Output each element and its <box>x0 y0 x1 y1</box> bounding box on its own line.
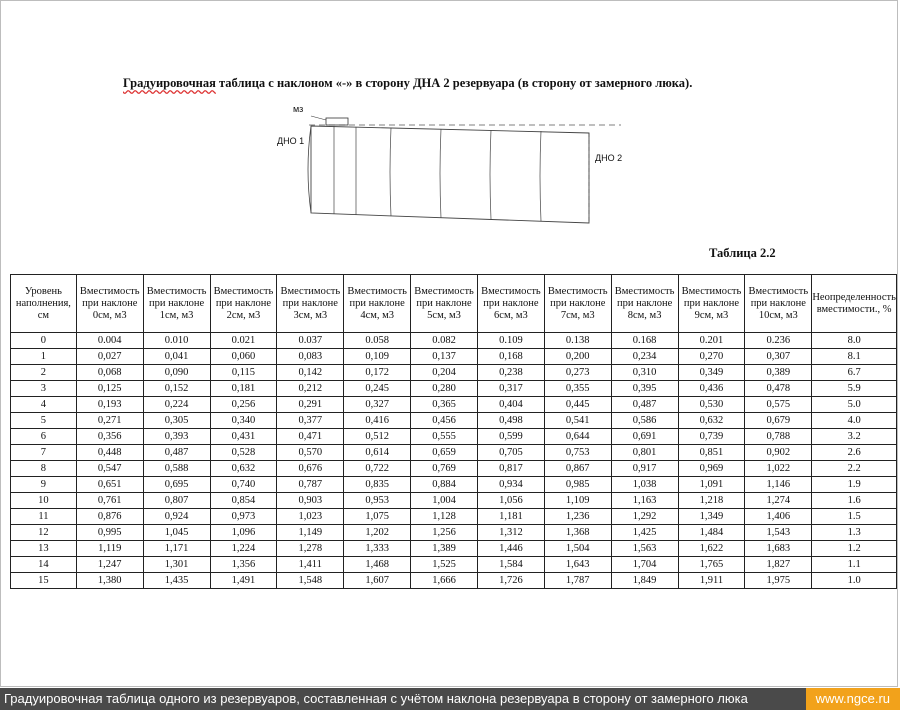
measuring-hatch <box>326 118 348 125</box>
table-cell: 0,807 <box>143 493 210 509</box>
table-cell: 0,530 <box>678 397 745 413</box>
table-cell: 0.236 <box>745 333 812 349</box>
table-cell: 1,548 <box>277 573 344 589</box>
table-cell: 0,193 <box>76 397 143 413</box>
table-cell: 0,528 <box>210 445 277 461</box>
table-cell: 1,236 <box>544 509 611 525</box>
table-cell: 1,704 <box>611 557 678 573</box>
table-cell: 0,168 <box>477 349 544 365</box>
table-cell: 1,584 <box>477 557 544 573</box>
table-cell: 0,234 <box>611 349 678 365</box>
table-cell: 0,547 <box>76 461 143 477</box>
table-cell: 0,356 <box>76 429 143 445</box>
table-cell: 0,632 <box>678 413 745 429</box>
table-cell: 1,149 <box>277 525 344 541</box>
table-cell: 0,835 <box>344 477 411 493</box>
table-cell: 0,753 <box>544 445 611 461</box>
table-cell: 0,555 <box>411 429 478 445</box>
bottom-1-end <box>308 126 311 213</box>
table-cell: 0,851 <box>678 445 745 461</box>
table-cell: 1,643 <box>544 557 611 573</box>
table-cell: 1,435 <box>143 573 210 589</box>
table-row <box>11 429 897 445</box>
table-cell: 0,570 <box>277 445 344 461</box>
table-cell: 0.138 <box>544 333 611 349</box>
table-cell: 0,068 <box>76 365 143 381</box>
table-cell: 3.2 <box>812 429 897 445</box>
table-cell: 0,389 <box>745 365 812 381</box>
table-cell: 0,902 <box>745 445 812 461</box>
table-cell: 0,041 <box>143 349 210 365</box>
table-cell: 0.082 <box>411 333 478 349</box>
table-cell: 1.0 <box>812 573 897 589</box>
table-cell: 1,406 <box>745 509 812 525</box>
table-cell: 11 <box>11 509 77 525</box>
table-cell: 0,060 <box>210 349 277 365</box>
header-capacity: Вместимость при наклоне 9см, м3 <box>678 275 745 333</box>
table-cell: 1,666 <box>411 573 478 589</box>
table-cell: 0,761 <box>76 493 143 509</box>
table-cell: 1,163 <box>611 493 678 509</box>
table-row <box>11 525 897 541</box>
table-cell: 1,128 <box>411 509 478 525</box>
table-cell: 0,659 <box>411 445 478 461</box>
header-capacity: Вместимость при наклоне 4см, м3 <box>344 275 411 333</box>
table-cell: 0,271 <box>76 413 143 429</box>
table-cell: 1,119 <box>76 541 143 557</box>
table-cell: 1.5 <box>812 509 897 525</box>
table-cell: 1,356 <box>210 557 277 573</box>
table-cell: 1,181 <box>477 509 544 525</box>
table-cell: 0.021 <box>210 333 277 349</box>
table-cell: 0,705 <box>477 445 544 461</box>
table-cell: 1,849 <box>611 573 678 589</box>
table-cell: 0.168 <box>611 333 678 349</box>
table-cell: 0.004 <box>76 333 143 349</box>
section-divider <box>440 129 441 218</box>
table-cell: 0,985 <box>544 477 611 493</box>
table-cell: 1,333 <box>344 541 411 557</box>
table-cell: 0,676 <box>277 461 344 477</box>
section-divider <box>390 128 391 216</box>
table-cell: 0,270 <box>678 349 745 365</box>
table-cell: 1,218 <box>678 493 745 509</box>
table-cell: 1,411 <box>277 557 344 573</box>
table-cell: 7 <box>11 445 77 461</box>
table-cell: 0,588 <box>143 461 210 477</box>
table-cell: 1,607 <box>344 573 411 589</box>
table-cell: 4 <box>11 397 77 413</box>
table-cell: 0,953 <box>344 493 411 509</box>
table-cell: 1,622 <box>678 541 745 557</box>
header-fill-level: Уровень наполнения, см <box>11 275 77 333</box>
tank-body <box>311 126 589 223</box>
tank-tilt-diagram <box>271 96 651 236</box>
table-cell: 0,245 <box>344 381 411 397</box>
table-cell: 0,027 <box>76 349 143 365</box>
table-cell: 1.1 <box>812 557 897 573</box>
table-cell: 1,827 <box>745 557 812 573</box>
table-caption: Таблица 2.2 <box>709 246 776 260</box>
header-capacity: Вместимость при наклоне 6см, м3 <box>477 275 544 333</box>
table-row <box>11 573 897 589</box>
table-cell: 0,125 <box>76 381 143 397</box>
table-cell: 8 <box>11 461 77 477</box>
table-cell: 1,484 <box>678 525 745 541</box>
table-cell: 0,854 <box>210 493 277 509</box>
table-cell: 0.037 <box>277 333 344 349</box>
table-cell: 1,368 <box>544 525 611 541</box>
table-cell: 1.3 <box>812 525 897 541</box>
table-cell: 0,934 <box>477 477 544 493</box>
header-capacity: Вместимость при наклоне 2см, м3 <box>210 275 277 333</box>
table-cell: 0,788 <box>745 429 812 445</box>
table-row <box>11 413 897 429</box>
table-cell: 1,787 <box>544 573 611 589</box>
table-cell: 1.6 <box>812 493 897 509</box>
table-cell: 1,056 <box>477 493 544 509</box>
table-cell: 1,292 <box>611 509 678 525</box>
table-cell: 0,456 <box>411 413 478 429</box>
table-cell: 0,393 <box>143 429 210 445</box>
table-cell: 0,200 <box>544 349 611 365</box>
table-cell: 0,204 <box>411 365 478 381</box>
table-cell: 1,312 <box>477 525 544 541</box>
header-capacity: Вместимость при наклоне 10см, м3 <box>745 275 812 333</box>
table-cell: 0,498 <box>477 413 544 429</box>
table-cell: 0,212 <box>277 381 344 397</box>
table-cell: 1,301 <box>143 557 210 573</box>
table-cell: 1,109 <box>544 493 611 509</box>
table-cell: 0,310 <box>611 365 678 381</box>
table-cell: 0,377 <box>277 413 344 429</box>
table-cell: 0,691 <box>611 429 678 445</box>
table-cell: 0,679 <box>745 413 812 429</box>
table-cell: 1,349 <box>678 509 745 525</box>
table-cell: 0,142 <box>277 365 344 381</box>
table-cell: 0.109 <box>477 333 544 349</box>
table-cell: 1,765 <box>678 557 745 573</box>
table-row <box>11 557 897 573</box>
table-cell: 0,448 <box>76 445 143 461</box>
caption-text: Градуировочная таблица одного из резервуаров, составленная с учётом наклона резервуара в сторону от замерного люка <box>4 691 748 706</box>
table-cell: 0,280 <box>411 381 478 397</box>
table-cell: 1,525 <box>411 557 478 573</box>
table-cell: 0,137 <box>411 349 478 365</box>
m3-leader-line <box>311 116 326 120</box>
table-cell: 5.0 <box>812 397 897 413</box>
table-cell: 0,115 <box>210 365 277 381</box>
table-cell: 13 <box>11 541 77 557</box>
header-capacity: Вместимость при наклоне 1см, м3 <box>143 275 210 333</box>
table-cell: 9 <box>11 477 77 493</box>
table-cell: 0,586 <box>611 413 678 429</box>
table-row <box>11 397 897 413</box>
table-cell: 1,224 <box>210 541 277 557</box>
table-cell: 1,075 <box>344 509 411 525</box>
table-cell: 0,651 <box>76 477 143 493</box>
table-cell: 0,083 <box>277 349 344 365</box>
table-cell: 0,273 <box>544 365 611 381</box>
table-cell: 0,404 <box>477 397 544 413</box>
table-cell: 1,389 <box>411 541 478 557</box>
table-cell: 0,224 <box>143 397 210 413</box>
table-cell: 0,487 <box>611 397 678 413</box>
table-cell: 0,739 <box>678 429 745 445</box>
table-cell: 6 <box>11 429 77 445</box>
table-cell: 1,468 <box>344 557 411 573</box>
table-cell: 0,995 <box>76 525 143 541</box>
table-cell: 1,278 <box>277 541 344 557</box>
table-cell: 0 <box>11 333 77 349</box>
table-cell: 0,917 <box>611 461 678 477</box>
table-cell: 0,340 <box>210 413 277 429</box>
table-cell: 0,395 <box>611 381 678 397</box>
table-cell: 1,504 <box>544 541 611 557</box>
table-cell: 0,695 <box>143 477 210 493</box>
table-cell: 1,096 <box>210 525 277 541</box>
table-cell: 0,317 <box>477 381 544 397</box>
table-cell: 12 <box>11 525 77 541</box>
table-cell: 0,722 <box>344 461 411 477</box>
table-row <box>11 541 897 557</box>
table-cell: 0,152 <box>143 381 210 397</box>
table-row <box>11 509 897 525</box>
document-title <box>123 76 692 91</box>
table-cell: 0,512 <box>344 429 411 445</box>
table-cell: 0,632 <box>210 461 277 477</box>
table-cell: 15 <box>11 573 77 589</box>
table-cell: 3 <box>11 381 77 397</box>
table-cell: 2 <box>11 365 77 381</box>
table-body <box>11 333 897 589</box>
table-row <box>11 461 897 477</box>
table-row <box>11 333 897 349</box>
table-cell: 0,305 <box>143 413 210 429</box>
caption-bar <box>0 688 900 710</box>
table-cell: 1,038 <box>611 477 678 493</box>
table-cell: 0,876 <box>76 509 143 525</box>
table-cell: 0,614 <box>344 445 411 461</box>
table-cell: 1,911 <box>678 573 745 589</box>
table-cell: 1,683 <box>745 541 812 557</box>
table-cell: 0,436 <box>678 381 745 397</box>
table-row <box>11 445 897 461</box>
table-cell: 0,599 <box>477 429 544 445</box>
table-cell: 14 <box>11 557 77 573</box>
table-cell: 6.7 <box>812 365 897 381</box>
table-cell: 1,146 <box>745 477 812 493</box>
table-cell: 1,247 <box>76 557 143 573</box>
label-m3: мз <box>293 104 304 114</box>
table-cell: 1,023 <box>277 509 344 525</box>
table-cell: 0,884 <box>411 477 478 493</box>
table-cell: 1,380 <box>76 573 143 589</box>
table-row <box>11 381 897 397</box>
table-cell: 1,491 <box>210 573 277 589</box>
table-cell: 0,172 <box>344 365 411 381</box>
title-underlined-word: Градуировочная <box>123 76 216 90</box>
table-cell: 0,924 <box>143 509 210 525</box>
table-cell: 0,903 <box>277 493 344 509</box>
table-cell: 0,644 <box>544 429 611 445</box>
table-cell: 1,202 <box>344 525 411 541</box>
table-cell: 1,975 <box>745 573 812 589</box>
table-cell: 4.0 <box>812 413 897 429</box>
table-cell: 0,769 <box>411 461 478 477</box>
table-cell: 1,726 <box>477 573 544 589</box>
table-cell: 0,355 <box>544 381 611 397</box>
table-cell: 0,787 <box>277 477 344 493</box>
table-cell: 0,291 <box>277 397 344 413</box>
table-cell: 0,256 <box>210 397 277 413</box>
table-cell: 0,487 <box>143 445 210 461</box>
table-cell: 1,091 <box>678 477 745 493</box>
label-bottom-2: ДНО 2 <box>595 153 623 163</box>
table-cell: 0,238 <box>477 365 544 381</box>
table-cell: 0,109 <box>344 349 411 365</box>
table-cell: 0,307 <box>745 349 812 365</box>
table-cell: 1,274 <box>745 493 812 509</box>
table-cell: 2.2 <box>812 461 897 477</box>
table-cell: 1,045 <box>143 525 210 541</box>
header-capacity: Вместимость при наклоне 3см, м3 <box>277 275 344 333</box>
table-cell: 0,365 <box>411 397 478 413</box>
site-link[interactable]: www.ngce.ru <box>806 688 900 710</box>
table-cell: 8.0 <box>812 333 897 349</box>
header-capacity: Вместимость при наклоне 7см, м3 <box>544 275 611 333</box>
header-capacity: Вместимость при наклоне 5см, м3 <box>411 275 478 333</box>
table-cell: 0,181 <box>210 381 277 397</box>
header-capacity: Вместимость при наклоне 0см, м3 <box>76 275 143 333</box>
header-capacity: Вместимость при наклоне 8см, м3 <box>611 275 678 333</box>
section-divider <box>540 131 541 221</box>
table-cell: 0,090 <box>143 365 210 381</box>
label-bottom-1: ДНО 1 <box>277 136 305 146</box>
table-cell: 0,541 <box>544 413 611 429</box>
table-cell: 0,327 <box>344 397 411 413</box>
table-cell: 1,004 <box>411 493 478 509</box>
table-row <box>11 349 897 365</box>
table-cell: 0,973 <box>210 509 277 525</box>
table-cell: 1 <box>11 349 77 365</box>
table-cell: 0,867 <box>544 461 611 477</box>
table-row <box>11 493 897 509</box>
table-cell: 5 <box>11 413 77 429</box>
table-cell: 0,575 <box>745 397 812 413</box>
table-cell: 1,171 <box>143 541 210 557</box>
table-cell: 0,478 <box>745 381 812 397</box>
table-cell: 0,801 <box>611 445 678 461</box>
title-text: таблица с наклоном «-» в сторону ДНА 2 резервуара (в сторону от замерного люка). <box>215 76 693 90</box>
table-cell: 0.058 <box>344 333 411 349</box>
table-cell: 0,471 <box>277 429 344 445</box>
header-uncertainty: Неопределенность вместимости., % <box>812 275 897 333</box>
table-row <box>11 477 897 493</box>
table-cell: 2.6 <box>812 445 897 461</box>
section-divider <box>490 130 491 219</box>
table-cell: 5.9 <box>812 381 897 397</box>
table-header-row <box>11 275 897 333</box>
table-cell: 1.2 <box>812 541 897 557</box>
table-cell: 1,563 <box>611 541 678 557</box>
table-cell: 0.201 <box>678 333 745 349</box>
graduation-table <box>10 274 897 589</box>
table-cell: 0,969 <box>678 461 745 477</box>
table-cell: 0,416 <box>344 413 411 429</box>
table-cell: 1,446 <box>477 541 544 557</box>
table-cell: 1,256 <box>411 525 478 541</box>
table-row <box>11 365 897 381</box>
table-cell: 1,425 <box>611 525 678 541</box>
table-cell: 0,740 <box>210 477 277 493</box>
table-cell: 0,445 <box>544 397 611 413</box>
table-cell: 1.9 <box>812 477 897 493</box>
table-cell: 1,022 <box>745 461 812 477</box>
table-cell: 0.010 <box>143 333 210 349</box>
table-cell: 0,431 <box>210 429 277 445</box>
table-cell: 10 <box>11 493 77 509</box>
table-cell: 0,817 <box>477 461 544 477</box>
table-cell: 8.1 <box>812 349 897 365</box>
table-cell: 0,349 <box>678 365 745 381</box>
table-cell: 1,543 <box>745 525 812 541</box>
